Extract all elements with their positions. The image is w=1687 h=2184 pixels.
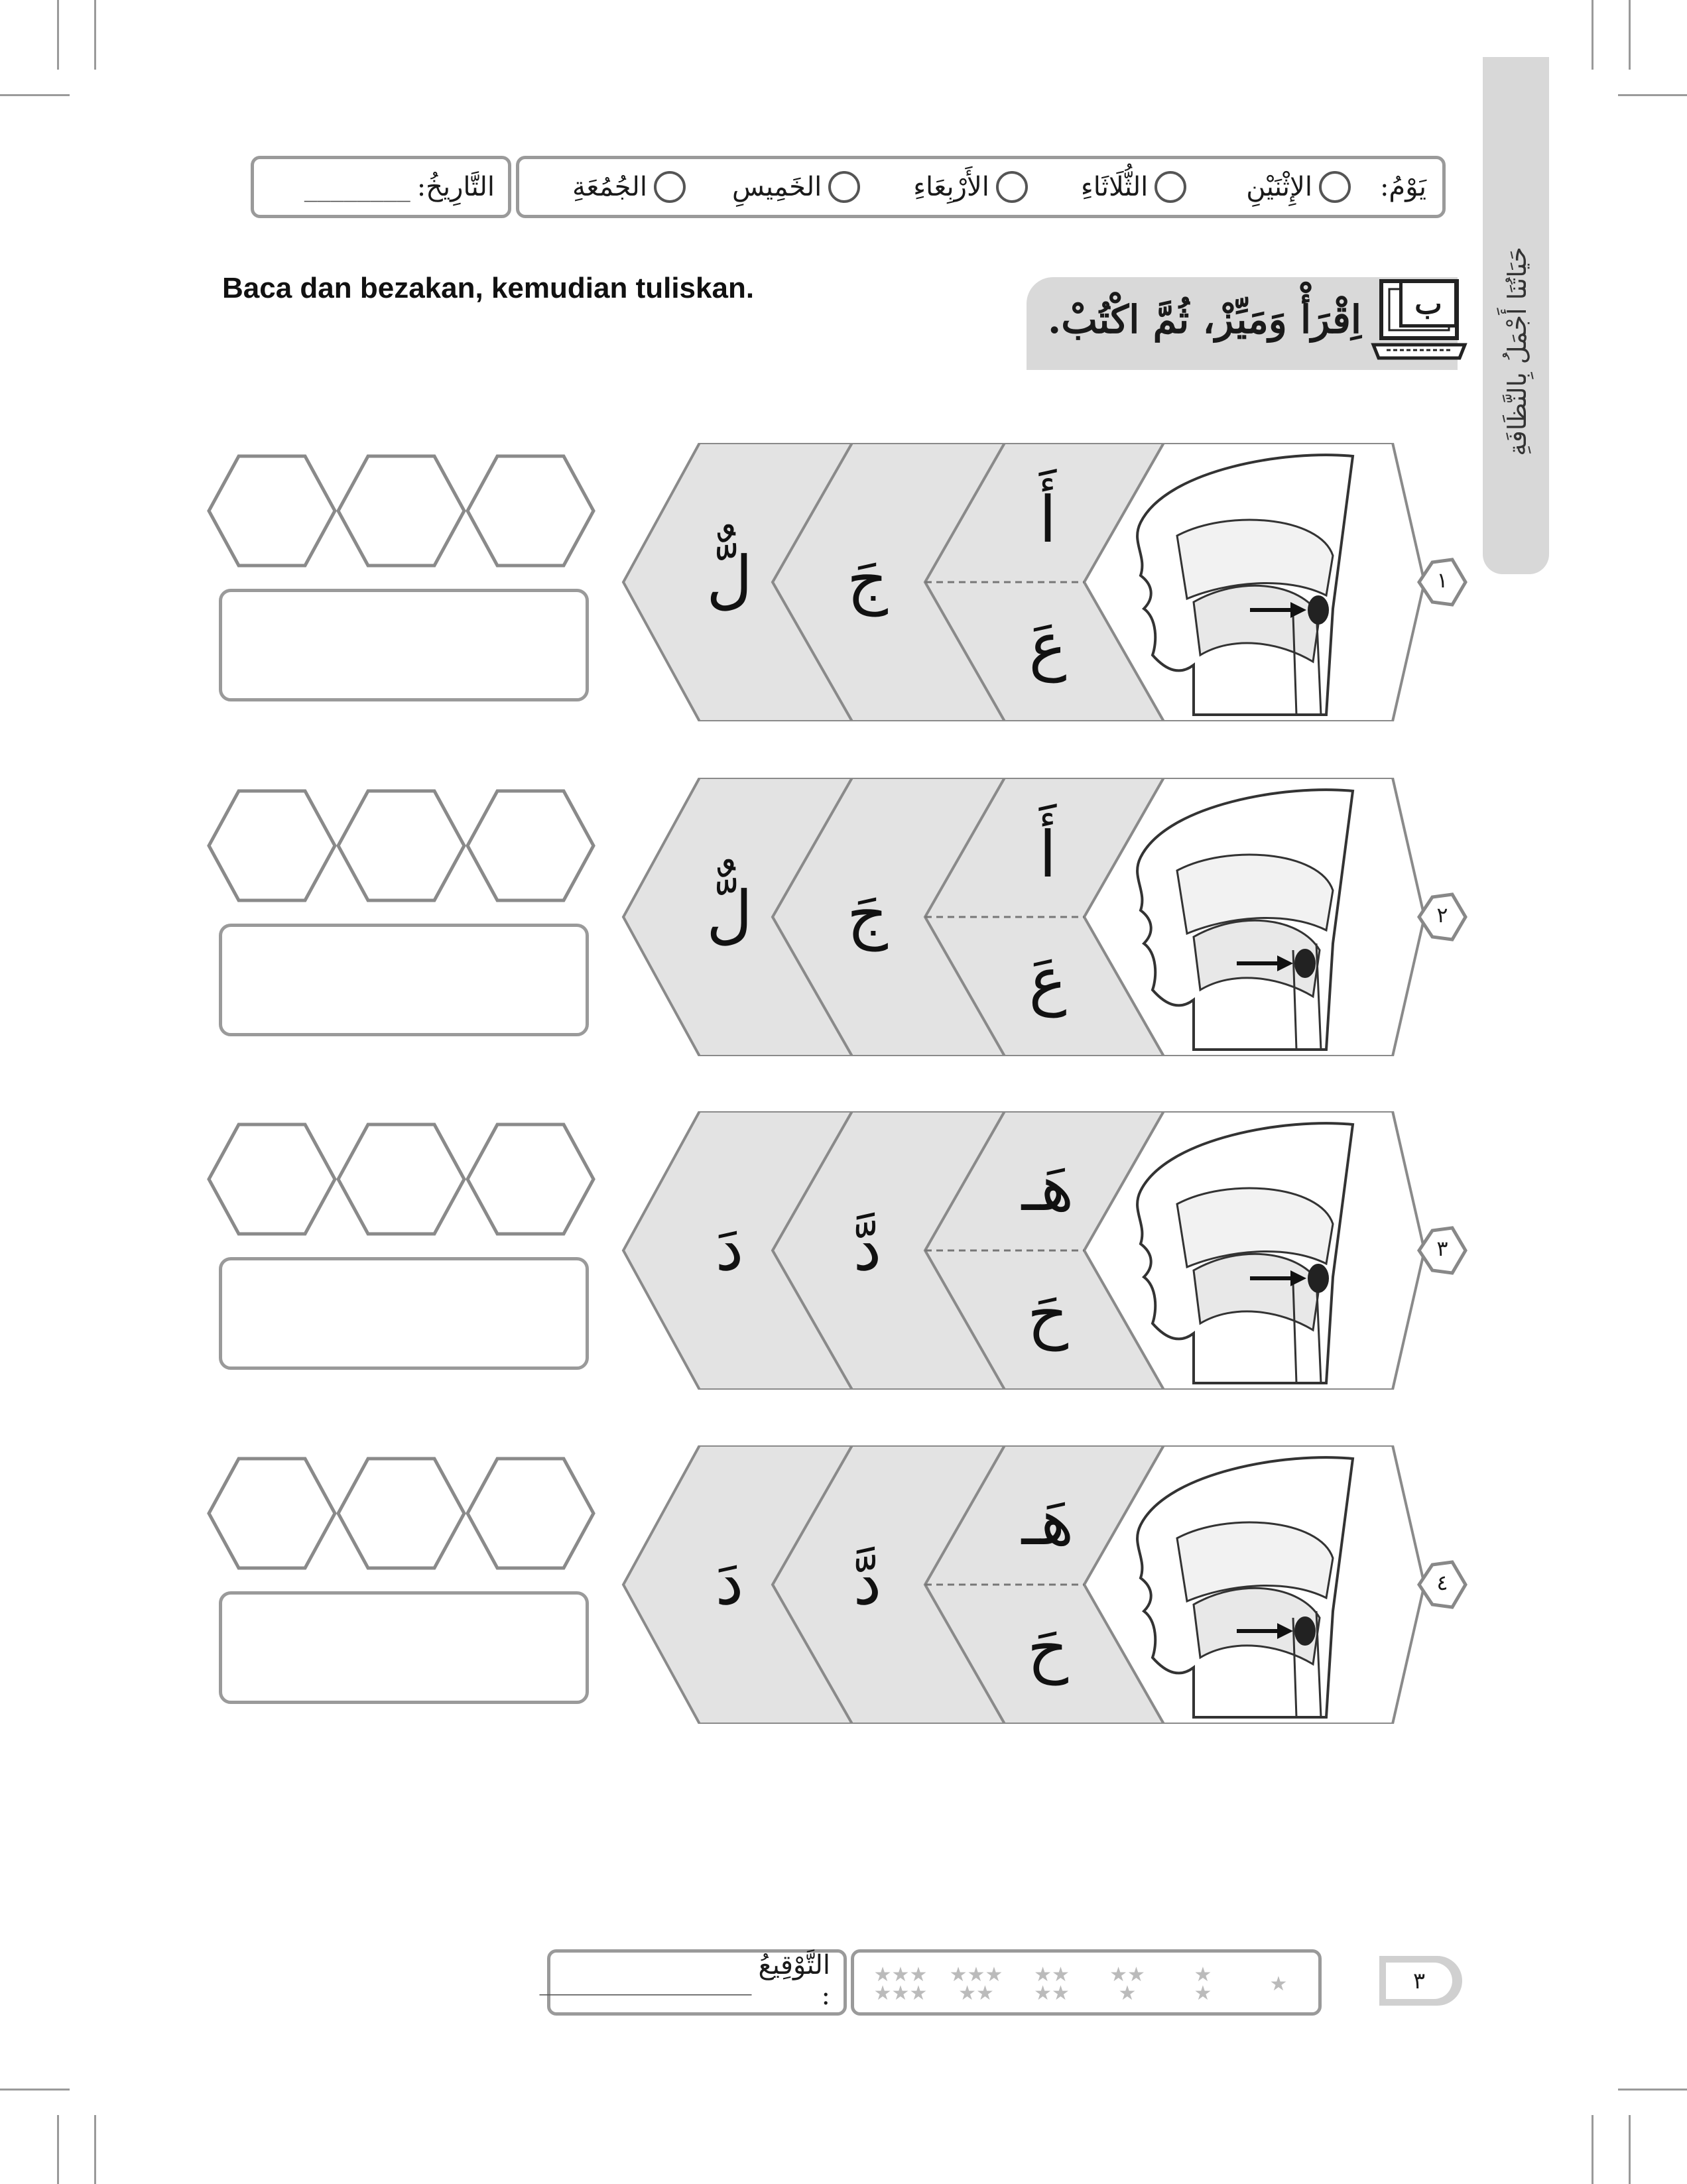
crop-mark [1618, 2089, 1687, 2091]
hexagon-answer-box [338, 1124, 464, 1234]
hexagon-answer-box [338, 1459, 464, 1568]
crop-mark [94, 0, 96, 70]
side-tab-title: حَيَاتُنَا أَجْمَلُ بِالنَّظَافَةِ [1502, 247, 1532, 456]
answer-box[interactable] [219, 1257, 589, 1370]
crop-mark [1629, 2115, 1631, 2184]
letter-pair-top: هَـ [1021, 1485, 1074, 1559]
exercise-number: ٢ [1436, 902, 1448, 928]
hexagon-answer-box [209, 1124, 335, 1234]
crop-mark [1629, 0, 1631, 70]
exercise-row [0, 778, 1687, 1056]
crop-mark [1592, 0, 1593, 70]
letter-middle: جَ [847, 877, 888, 951]
hexagon-answer-box [468, 1459, 594, 1568]
exercise-row [0, 443, 1687, 721]
letter-pair-bottom: عَ [1029, 609, 1067, 683]
hexagon-answer-box [468, 791, 594, 900]
letter-pair-bottom: حَ [1027, 1277, 1068, 1351]
letter-pair-top: هَـ [1021, 1151, 1074, 1225]
day-option-label: الخَمِيسِ [731, 172, 822, 202]
day-radio[interactable] [828, 171, 860, 203]
day-label: يَوْمُ: [1379, 172, 1426, 202]
star-icon: ★ [1194, 1982, 1212, 2005]
letter-pair-bottom: عَ [1029, 943, 1067, 1018]
star-icon: ★ [1194, 1963, 1212, 1986]
page-number: ٣ [1386, 1963, 1452, 1999]
star-rating-box [851, 1949, 1322, 2016]
answer-box[interactable] [219, 924, 589, 1036]
star-rating-option[interactable] [1170, 1963, 1236, 2005]
date-line: ________ [304, 172, 410, 202]
section-letter: ب [1399, 280, 1458, 328]
day-radio[interactable] [654, 171, 686, 203]
signature-label: التَّوْقِيعُ : [758, 1950, 830, 2011]
star-rating-row [867, 1958, 1312, 2011]
signature-field[interactable] [539, 1949, 847, 2016]
star-icon: ★★ [958, 1982, 994, 2005]
star-icon: ★ [1118, 1982, 1137, 2005]
hexagon-answer-box [468, 1124, 594, 1234]
articulation-point-icon [1294, 949, 1316, 978]
signature-line: ________________ [539, 1965, 752, 1996]
crop-mark [0, 94, 70, 96]
crop-mark [1592, 2115, 1593, 2184]
exercise-row [0, 1445, 1687, 1724]
date-row [304, 159, 495, 215]
crop-mark [1618, 94, 1687, 96]
hexagon-answer-box [209, 791, 335, 900]
letter-pair-bottom: حَ [1027, 1611, 1068, 1685]
star-icon: ★★ [1034, 1982, 1070, 2005]
star-rating-option[interactable] [1094, 1963, 1160, 2005]
answer-box[interactable] [219, 589, 589, 701]
letter-end: دَ [715, 1211, 744, 1285]
hexagon-answer-box [209, 456, 335, 566]
exercise-number: ٤ [1436, 1570, 1448, 1595]
exercise-number: ١ [1436, 568, 1448, 593]
date-field[interactable] [251, 156, 511, 218]
star-icon: ★★★ [949, 1963, 1003, 1986]
star-icon: ★★★ [873, 1982, 928, 2005]
letter-end: لٌّ [706, 542, 753, 617]
hexagon-answer-box [209, 1459, 335, 1568]
instruction-malay: Baca dan bezakan, kemudian tuliskan. [222, 272, 755, 304]
day-option-label: الأَرْبِعَاءِ [913, 172, 989, 202]
answer-box[interactable] [219, 1591, 589, 1704]
letter-pair-top: أَ [1038, 483, 1057, 557]
day-selector [516, 156, 1446, 218]
day-options [572, 159, 1426, 215]
letter-end: دَ [715, 1545, 744, 1619]
date-label: التَّارِيخُ: [416, 172, 495, 202]
day-option-label: الجُمُعَةِ [572, 172, 647, 202]
crop-mark [57, 2115, 59, 2184]
hexagon-answer-box [468, 456, 594, 566]
crop-mark [57, 0, 59, 70]
articulation-point-icon [1308, 595, 1329, 625]
star-icon: ★ [1269, 1972, 1288, 1996]
day-option-label: الثُّلَاثَاءِ [1080, 172, 1149, 202]
hexagon-answer-box [338, 456, 464, 566]
letter-pair-top: أَ [1038, 818, 1057, 892]
star-rating-option[interactable] [1245, 1972, 1312, 1996]
day-option-label: الإِثْنَيْنِ [1246, 172, 1312, 202]
instruction-arabic: اِقْرَأْ وَمَيِّزْ، ثُمَّ اكْتُبْ. [1048, 297, 1361, 342]
exercise-row [0, 1111, 1687, 1390]
letter-end: لٌّ [706, 877, 753, 951]
letter-middle: دَّ [853, 1211, 882, 1285]
day-radio[interactable] [1319, 171, 1351, 203]
signature-row [539, 1950, 830, 2011]
day-radio[interactable] [996, 171, 1028, 203]
articulation-point-icon [1308, 1264, 1329, 1293]
star-rating-option[interactable] [1019, 1963, 1085, 2005]
crop-mark [0, 2089, 70, 2091]
articulation-point-icon [1294, 1616, 1316, 1646]
star-icon: ★★ [1034, 1963, 1070, 1986]
letter-middle: دَّ [853, 1545, 882, 1619]
letter-middle: جَ [847, 542, 888, 617]
day-radio[interactable] [1155, 171, 1186, 203]
exercise-number: ٣ [1436, 1236, 1448, 1261]
hexagon-answer-box [338, 791, 464, 900]
star-icon: ★★★ [873, 1963, 928, 1986]
star-rating-option[interactable] [867, 1963, 934, 2005]
star-rating-option[interactable] [943, 1963, 1009, 2005]
star-icon: ★★ [1109, 1963, 1145, 1986]
crop-mark [94, 2115, 96, 2184]
